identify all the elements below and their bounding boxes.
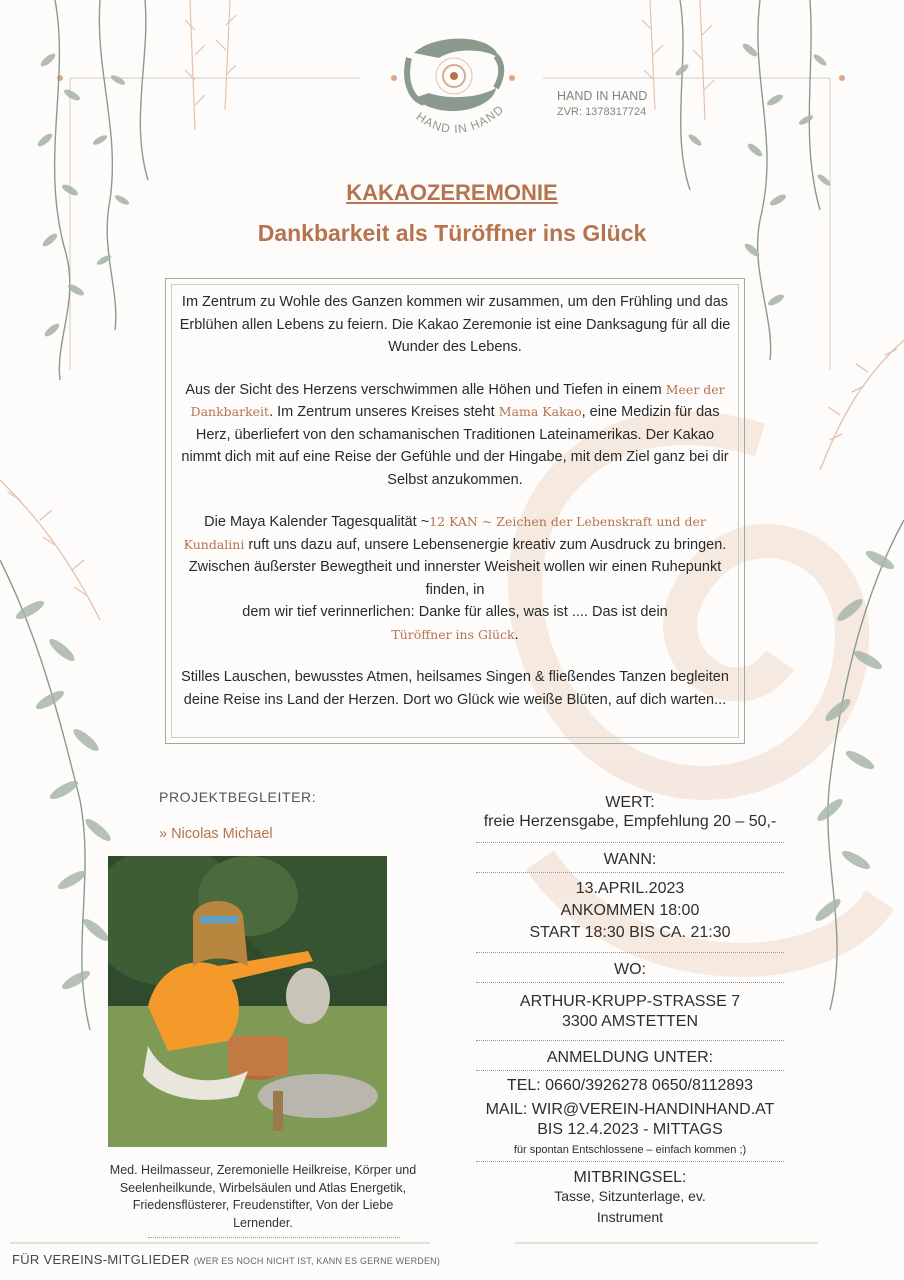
intro-paragraph-2 [176, 379, 734, 492]
divider [476, 842, 784, 843]
leaves-top-right [674, 42, 832, 308]
logo-text: HAND IN HAND [413, 102, 507, 137]
divider [476, 982, 784, 983]
vine-right [828, 520, 904, 1010]
highlight-meer: Meer der Dankbarkeit [190, 381, 725, 419]
org-zvr: ZVR: 1378317724 [557, 106, 647, 118]
leaves-right [813, 548, 897, 924]
wert-heading: WERT: [605, 794, 655, 811]
footer-main: FÜR VEREINS-MITGLIEDER [12, 1252, 190, 1267]
project-label: PROJEKTBEGLEITER: [159, 789, 317, 805]
anmeldung-note: für spontan Entschlossene – einfach kommen ;) [513, 1144, 747, 1156]
text-span: ruft uns dazu auf, unsere Lebensenergie kreativ zum Ausdruck zu bringen. Zwischen äußerster Bewegtheit und innerster Weisheit wollen wir einen Ruhepunkt finden, in [188, 536, 727, 598]
wann-arrival: ANKOMMEN 18:00 [560, 902, 700, 919]
wann-start: START 18:30 BIS CA. 21:30 [529, 924, 731, 941]
project-name: » Nicolas Michael [159, 826, 273, 842]
blush-sprig-left [0, 480, 100, 620]
wann-date: 13.APRIL.2023 [575, 880, 685, 897]
anmeldung-mail: MAIL: WIR@VEREIN-HANDINHAND.AT [485, 1101, 775, 1118]
photo-illustration [108, 856, 387, 1147]
highlight-tueroeffner: Türöffner ins Glück [391, 626, 515, 642]
anmeldung-heading: ANMELDUNG UNTER: [546, 1049, 714, 1066]
wo-street: ARTHUR-KRUPP-STRASSE 7 [519, 993, 741, 1010]
logo [384, 28, 524, 168]
footer [12, 1252, 440, 1267]
text-span: , eine Medizin für das Herz, überliefert von den schamanischen Traditionen Lateinamerikas. Der Kakao nimmt dich mit auf eine Reise der Gefühle und der Hingabe, mit dem Ziel ganz bei dir Selbst anzukommen. [181, 404, 729, 488]
org-info [557, 88, 677, 120]
highlight-kan: 12 KAN ~ Zeichen der Lebenskraft und der Kundalini [183, 514, 706, 552]
text-span: dem wir tief verinnerlichen: Danke für alles, was ist .... Das ist dein [242, 604, 668, 620]
intro-text [176, 291, 734, 731]
intro-paragraph-4: Stilles Lauschen, bewusstes Atmen, heilsames Singen & fließendes Tanzen begleiten deine Reise ins Land der Herzen. Dort wo Glück wie weiße Blüten, auf dich warten... [181, 669, 729, 708]
vine-left [0, 560, 90, 1030]
anmeldung-phone: TEL: 0660/3926278 0650/8112893 [506, 1077, 754, 1094]
divider [476, 952, 784, 953]
divider [476, 1161, 784, 1162]
highlight-mama-kakao: Mama Kakao [498, 404, 582, 419]
divider [476, 872, 784, 873]
text-span: Aus der Sicht des Herzens verschwimmen alle Höhen und Tiefen in einem [185, 381, 666, 398]
text-span: . [514, 626, 519, 643]
hands-logo-icon [384, 28, 524, 168]
leaves-left [14, 598, 114, 993]
wann-heading: WANN: [603, 851, 657, 868]
wo-heading: WO: [614, 961, 646, 978]
intro-paragraph-3 [176, 511, 734, 646]
divider [476, 1040, 784, 1041]
mitbringsel-heading: MITBRINGSEL: [573, 1169, 687, 1186]
caption-divider [148, 1237, 400, 1238]
text-span: . Im Zentrum unseres Kreises steht [269, 404, 499, 420]
wert-value: freie Herzensgabe, Empfehlung 20 – 50,- [483, 813, 777, 830]
companion-caption: Med. Heilmasseur, Zeremonielle Heilkreise, Körper und Seelenheilkunde, Wirbelsäulen und Atlas Energetik, Friedensflüsterer, Freudenstifter, Von der Liebe Lernender. [109, 1163, 417, 1230]
anmeldung-deadline: BIS 12.4.2023 - MITTAGS [537, 1121, 723, 1138]
event-subtitle: Dankbarkeit als Türöffner ins Glück [257, 220, 647, 246]
event-title: KAKAOZEREMONIE [346, 180, 558, 205]
companion-photo [108, 856, 387, 1147]
intro-paragraph-1: Im Zentrum zu Wohle des Ganzen kommen wir zusammen, um den Frühling und das Erblühen allen Lebens zu feiern. Die Kakao Zeremonie ist eine Danksagung für all die Wunder des Lebens. [179, 294, 731, 355]
mitbringsel-value: Tasse, Sitzunterlage, ev. Instrument [554, 1188, 706, 1225]
org-name: HAND IN HAND [557, 89, 648, 103]
divider [476, 1070, 784, 1071]
blush-sprig-right [820, 340, 904, 470]
wo-city: 3300 AMSTETTEN [561, 1013, 699, 1030]
text-span: Die Maya Kalender Tagesqualität ~ [204, 514, 430, 530]
footer-note: (WER ES NOCH NICHT IST, KANN ES GERNE WERDEN) [193, 1256, 441, 1266]
